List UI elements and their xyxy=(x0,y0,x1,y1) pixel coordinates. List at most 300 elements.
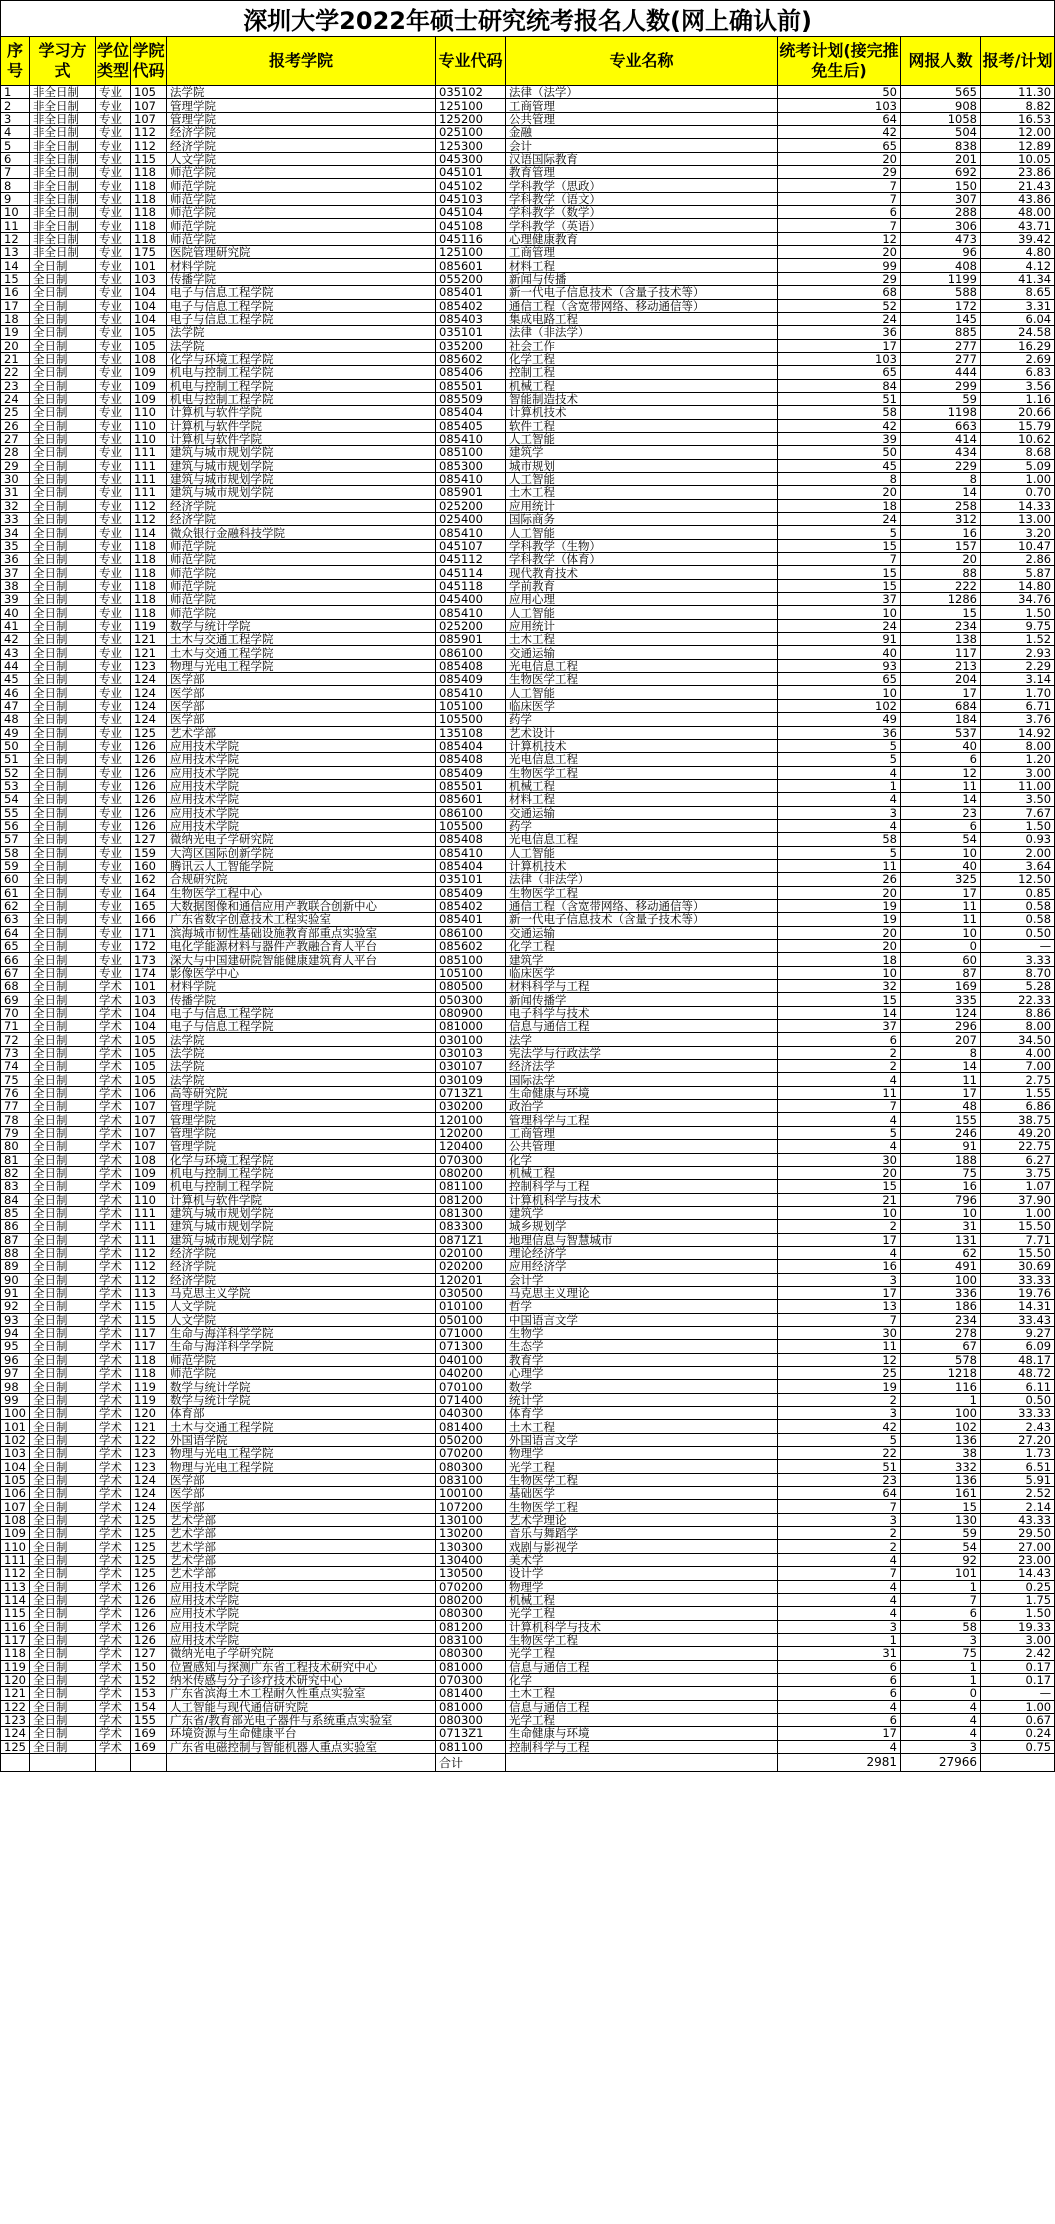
degree-type-cell: 专业 xyxy=(96,312,131,325)
applicants-cell: 6 xyxy=(901,753,981,766)
plan-cell: 91 xyxy=(778,633,901,646)
plan-cell: 4 xyxy=(778,1740,901,1753)
mode-cell: 全日制 xyxy=(30,1206,96,1219)
plan-cell: 42 xyxy=(778,419,901,432)
major-code-cell: 070100 xyxy=(436,1380,506,1393)
ratio-cell: 1.70 xyxy=(981,686,1055,699)
school-name-cell: 艺术学部 xyxy=(167,726,436,739)
applicants-cell: 7 xyxy=(901,1593,981,1606)
school-name-cell: 大数据图像和通信应用产教联合创新中心 xyxy=(167,899,436,912)
applicants-cell: 1058 xyxy=(901,112,981,125)
degree-type-cell: 学术 xyxy=(96,1447,131,1460)
degree-type-cell: 学术 xyxy=(96,1326,131,1339)
school-name-cell: 外国语学院 xyxy=(167,1433,436,1446)
plan-cell: 65 xyxy=(778,366,901,379)
plan-cell: 22 xyxy=(778,1447,901,1460)
major-name-cell: 化学工程 xyxy=(506,940,778,953)
school-name-cell: 管理学院 xyxy=(167,1113,436,1126)
table-row xyxy=(1,1567,1055,1580)
school-name-cell: 经济学院 xyxy=(167,139,436,152)
applicants-cell: 67 xyxy=(901,1340,981,1353)
plan-cell: 4 xyxy=(778,793,901,806)
major-code-cell: 055200 xyxy=(436,272,506,285)
school-name-cell: 法学院 xyxy=(167,86,436,99)
degree-type-cell: 学术 xyxy=(96,1273,131,1286)
major-name-cell: 临床医学 xyxy=(506,699,778,712)
plan-cell: 103 xyxy=(778,352,901,365)
plan-cell: 31 xyxy=(778,1647,901,1660)
seq-cell: 18 xyxy=(1,312,30,325)
school-name-cell: 建筑与城市规划学院 xyxy=(167,486,436,499)
table-row xyxy=(1,686,1055,699)
major-name-cell: 生物医学工程 xyxy=(506,1473,778,1486)
mode-cell: 全日制 xyxy=(30,406,96,419)
degree-type-cell: 专业 xyxy=(96,686,131,699)
major-code-cell: 081400 xyxy=(436,1687,506,1700)
major-name-cell: 教育管理 xyxy=(506,166,778,179)
degree-type-cell: 专业 xyxy=(96,299,131,312)
applicants-cell: 48 xyxy=(901,1100,981,1113)
school-name-cell: 计算机与软件学院 xyxy=(167,432,436,445)
table-row xyxy=(1,1393,1055,1406)
ratio-cell: 8.70 xyxy=(981,966,1055,979)
school-code-cell: 112 xyxy=(131,499,167,512)
school-name-cell: 材料学院 xyxy=(167,980,436,993)
school-code-cell: 124 xyxy=(131,1473,167,1486)
ratio-cell: 11.00 xyxy=(981,779,1055,792)
school-code-cell: 112 xyxy=(131,1273,167,1286)
major-name-cell: 社会工作 xyxy=(506,339,778,352)
major-code-cell: 070300 xyxy=(436,1153,506,1166)
seq-cell: 29 xyxy=(1,459,30,472)
seq-cell: 5 xyxy=(1,139,30,152)
plan-cell: 17 xyxy=(778,339,901,352)
school-code-cell: 126 xyxy=(131,739,167,752)
ratio-cell: 13.00 xyxy=(981,513,1055,526)
mode-cell: 全日制 xyxy=(30,659,96,672)
major-name-cell: 艺术设计 xyxy=(506,726,778,739)
ratio-cell: 15.50 xyxy=(981,1246,1055,1259)
ratio-cell: 6.71 xyxy=(981,699,1055,712)
plan-cell: 40 xyxy=(778,646,901,659)
table-row xyxy=(1,1220,1055,1233)
seq-cell: 3 xyxy=(1,112,30,125)
school-code-cell: 114 xyxy=(131,526,167,539)
table-row xyxy=(1,1206,1055,1219)
ratio-cell: 3.31 xyxy=(981,299,1055,312)
table-row xyxy=(1,980,1055,993)
mode-cell: 全日制 xyxy=(30,1607,96,1620)
ratio-cell: 0.50 xyxy=(981,1393,1055,1406)
applicants-cell: 908 xyxy=(901,99,981,112)
applicants-cell: 145 xyxy=(901,312,981,325)
ratio-cell: 14.92 xyxy=(981,726,1055,739)
applicants-cell: 38 xyxy=(901,1447,981,1460)
seq-cell: 42 xyxy=(1,633,30,646)
school-code-cell: 104 xyxy=(131,286,167,299)
major-code-cell: 071300 xyxy=(436,1340,506,1353)
table-row xyxy=(1,1420,1055,1433)
degree-type-cell: 专业 xyxy=(96,553,131,566)
major-name-cell: 哲学 xyxy=(506,1300,778,1313)
degree-type-cell: 专业 xyxy=(96,633,131,646)
mode-cell: 全日制 xyxy=(30,980,96,993)
plan-cell: 7 xyxy=(778,1500,901,1513)
table-row xyxy=(1,913,1055,926)
ratio-cell: 19.33 xyxy=(981,1620,1055,1633)
ratio-cell: 5.91 xyxy=(981,1473,1055,1486)
major-name-cell: 汉语国际教育 xyxy=(506,152,778,165)
seq-cell: 34 xyxy=(1,526,30,539)
ratio-cell: 0.50 xyxy=(981,926,1055,939)
school-name-cell: 医院管理研究院 xyxy=(167,246,436,259)
school-name-cell: 建筑与城市规划学院 xyxy=(167,1206,436,1219)
seq-cell: 20 xyxy=(1,339,30,352)
major-name-cell: 新闻传播学 xyxy=(506,993,778,1006)
degree-type-cell: 学术 xyxy=(96,1513,131,1526)
seq-cell: 72 xyxy=(1,1033,30,1046)
applicants-cell: 136 xyxy=(901,1433,981,1446)
mode-cell: 全日制 xyxy=(30,646,96,659)
applicants-cell: 1199 xyxy=(901,272,981,285)
school-name-cell: 腾讯云人工智能学院 xyxy=(167,859,436,872)
degree-type-cell: 专业 xyxy=(96,659,131,672)
ratio-cell: 9.27 xyxy=(981,1326,1055,1339)
school-name-cell: 广东省电磁控制与智能机器人重点实验室 xyxy=(167,1740,436,1753)
major-name-cell: 法律（法学） xyxy=(506,86,778,99)
table-row xyxy=(1,1407,1055,1420)
plan-cell: 12 xyxy=(778,1353,901,1366)
table-row xyxy=(1,1300,1055,1313)
plan-cell: 7 xyxy=(778,1100,901,1113)
school-code-cell: 124 xyxy=(131,673,167,686)
school-code-cell: 101 xyxy=(131,259,167,272)
seq-cell: 43 xyxy=(1,646,30,659)
school-code-cell: 111 xyxy=(131,1206,167,1219)
plan-cell: 3 xyxy=(778,1273,901,1286)
plan-cell: 15 xyxy=(778,579,901,592)
applicants-cell: 11 xyxy=(901,913,981,926)
school-name-cell: 环境资源与生命健康平台 xyxy=(167,1727,436,1740)
major-code-cell: 105500 xyxy=(436,713,506,726)
degree-type-cell: 学术 xyxy=(96,1367,131,1380)
applicants-cell: 10 xyxy=(901,926,981,939)
plan-cell: 10 xyxy=(778,606,901,619)
school-code-cell: 109 xyxy=(131,1166,167,1179)
mode-cell: 全日制 xyxy=(30,1367,96,1380)
degree-type-cell: 学术 xyxy=(96,1193,131,1206)
major-name-cell: 生物医学工程 xyxy=(506,1633,778,1646)
mode-cell: 全日制 xyxy=(30,1113,96,1126)
school-name-cell: 师范学院 xyxy=(167,539,436,552)
table-row xyxy=(1,432,1055,445)
plan-cell: 42 xyxy=(778,1420,901,1433)
seq-cell: 103 xyxy=(1,1447,30,1460)
seq-cell: 44 xyxy=(1,659,30,672)
school-name-cell: 应用技术学院 xyxy=(167,806,436,819)
ratio-cell: 43.71 xyxy=(981,219,1055,232)
seq-cell: 58 xyxy=(1,846,30,859)
school-code-cell: 110 xyxy=(131,432,167,445)
school-name-cell: 材料学院 xyxy=(167,259,436,272)
school-code-cell: 112 xyxy=(131,126,167,139)
header-row xyxy=(1,37,1055,86)
applicants-cell: 138 xyxy=(901,633,981,646)
table-row xyxy=(1,1593,1055,1606)
school-code-cell: 124 xyxy=(131,1487,167,1500)
major-code-cell: 0871Z1 xyxy=(436,1233,506,1246)
mode-cell: 全日制 xyxy=(30,1540,96,1553)
mode-cell: 全日制 xyxy=(30,966,96,979)
degree-type-cell: 专业 xyxy=(96,366,131,379)
table-row xyxy=(1,1580,1055,1593)
school-name-cell: 位置感知与探测广东省工程技术研究中心 xyxy=(167,1660,436,1673)
school-code-cell: 120 xyxy=(131,1407,167,1420)
plan-cell: 20 xyxy=(778,940,901,953)
school-name-cell: 机电与控制工程学院 xyxy=(167,392,436,405)
table-row xyxy=(1,1607,1055,1620)
table-row xyxy=(1,873,1055,886)
ratio-cell: 0.58 xyxy=(981,913,1055,926)
mode-cell: 非全日制 xyxy=(30,99,96,112)
total-cell-empty xyxy=(96,1753,131,1771)
total-plan: 2981 xyxy=(778,1753,901,1771)
seq-cell: 84 xyxy=(1,1193,30,1206)
major-name-cell: 法学 xyxy=(506,1033,778,1046)
applicants-cell: 229 xyxy=(901,459,981,472)
major-name-cell: 外国语言文学 xyxy=(506,1433,778,1446)
ratio-cell: 1.50 xyxy=(981,1607,1055,1620)
school-name-cell: 法学院 xyxy=(167,1073,436,1086)
plan-cell: 7 xyxy=(778,1313,901,1326)
total-cell-empty xyxy=(30,1753,96,1771)
mode-cell: 非全日制 xyxy=(30,152,96,165)
major-code-cell: 100100 xyxy=(436,1487,506,1500)
plan-cell: 18 xyxy=(778,953,901,966)
mode-cell: 全日制 xyxy=(30,633,96,646)
applicants-cell: 59 xyxy=(901,1527,981,1540)
plan-cell: 16 xyxy=(778,1260,901,1273)
school-code-cell: 118 xyxy=(131,593,167,606)
major-code-cell: 085501 xyxy=(436,779,506,792)
plan-cell: 2 xyxy=(778,1060,901,1073)
mode-cell: 全日制 xyxy=(30,1700,96,1713)
school-code-cell: 118 xyxy=(131,166,167,179)
degree-type-cell: 专业 xyxy=(96,392,131,405)
ratio-cell: 0.75 xyxy=(981,1740,1055,1753)
mode-cell: 全日制 xyxy=(30,1340,96,1353)
table-row xyxy=(1,459,1055,472)
table-row xyxy=(1,1633,1055,1646)
major-code-cell: 085601 xyxy=(436,793,506,806)
mode-cell: 全日制 xyxy=(30,1073,96,1086)
school-name-cell: 应用技术学院 xyxy=(167,779,436,792)
school-code-cell: 124 xyxy=(131,1500,167,1513)
major-code-cell: 130400 xyxy=(436,1553,506,1566)
school-code-cell: 105 xyxy=(131,1060,167,1073)
mode-cell: 非全日制 xyxy=(30,86,96,99)
major-code-cell: 040100 xyxy=(436,1353,506,1366)
major-code-cell: 025200 xyxy=(436,619,506,632)
applicants-cell: 1218 xyxy=(901,1367,981,1380)
school-name-cell: 物理与光电工程学院 xyxy=(167,1460,436,1473)
table-row xyxy=(1,139,1055,152)
ratio-cell: 0.17 xyxy=(981,1660,1055,1673)
degree-type-cell: 学术 xyxy=(96,1620,131,1633)
applicants-cell: 14 xyxy=(901,1060,981,1073)
major-code-cell: 025100 xyxy=(436,126,506,139)
mode-cell: 全日制 xyxy=(30,1180,96,1193)
applicants-cell: 1 xyxy=(901,1580,981,1593)
school-code-cell: 155 xyxy=(131,1713,167,1726)
major-name-cell: 国际商务 xyxy=(506,513,778,526)
seq-cell: 64 xyxy=(1,926,30,939)
school-name-cell: 艺术学部 xyxy=(167,1553,436,1566)
applicants-cell: 10 xyxy=(901,1206,981,1219)
applicants-cell: 234 xyxy=(901,619,981,632)
major-name-cell: 光学工程 xyxy=(506,1460,778,1473)
ratio-cell: 16.53 xyxy=(981,112,1055,125)
seq-cell: 68 xyxy=(1,980,30,993)
degree-type-cell: 专业 xyxy=(96,339,131,352)
major-name-cell: 软件工程 xyxy=(506,419,778,432)
applicants-cell: 20 xyxy=(901,553,981,566)
major-code-cell: 080200 xyxy=(436,1166,506,1179)
table-row xyxy=(1,593,1055,606)
ratio-cell: 8.00 xyxy=(981,1020,1055,1033)
ratio-cell: 6.04 xyxy=(981,312,1055,325)
table-row xyxy=(1,553,1055,566)
plan-cell: 17 xyxy=(778,1727,901,1740)
applicants-cell: 234 xyxy=(901,1313,981,1326)
school-code-cell: 111 xyxy=(131,1233,167,1246)
school-code-cell: 118 xyxy=(131,1367,167,1380)
degree-type-cell: 专业 xyxy=(96,673,131,686)
degree-type-cell: 专业 xyxy=(96,539,131,552)
seq-cell: 53 xyxy=(1,779,30,792)
school-name-cell: 机电与控制工程学院 xyxy=(167,366,436,379)
plan-cell: 7 xyxy=(778,219,901,232)
ratio-cell: 48.17 xyxy=(981,1353,1055,1366)
table-row xyxy=(1,859,1055,872)
major-code-cell: 085404 xyxy=(436,859,506,872)
mode-cell: 非全日制 xyxy=(30,206,96,219)
plan-cell: 10 xyxy=(778,1206,901,1219)
major-code-cell: 085300 xyxy=(436,459,506,472)
ratio-cell: 15.79 xyxy=(981,419,1055,432)
ratio-cell: 6.51 xyxy=(981,1460,1055,1473)
seq-cell: 49 xyxy=(1,726,30,739)
ratio-cell: 1.52 xyxy=(981,633,1055,646)
school-code-cell: 126 xyxy=(131,1593,167,1606)
table-row xyxy=(1,1660,1055,1673)
table-row xyxy=(1,1473,1055,1486)
ratio-cell: 3.33 xyxy=(981,953,1055,966)
degree-type-cell: 专业 xyxy=(96,859,131,872)
table-row xyxy=(1,1006,1055,1019)
seq-cell: 30 xyxy=(1,472,30,485)
school-code-cell: 111 xyxy=(131,472,167,485)
table-row xyxy=(1,1286,1055,1299)
major-name-cell: 控制工程 xyxy=(506,366,778,379)
plan-cell: 17 xyxy=(778,1233,901,1246)
seq-cell: 17 xyxy=(1,299,30,312)
seq-cell: 73 xyxy=(1,1046,30,1059)
degree-type-cell: 专业 xyxy=(96,379,131,392)
degree-type-cell: 专业 xyxy=(96,272,131,285)
school-name-cell: 经济学院 xyxy=(167,1246,436,1259)
seq-cell: 60 xyxy=(1,873,30,886)
degree-type-cell: 专业 xyxy=(96,739,131,752)
mode-cell: 全日制 xyxy=(30,940,96,953)
table-row xyxy=(1,1460,1055,1473)
major-name-cell: 心理健康教育 xyxy=(506,232,778,245)
seq-cell: 10 xyxy=(1,206,30,219)
plan-cell: 11 xyxy=(778,1340,901,1353)
seq-cell: 76 xyxy=(1,1086,30,1099)
plan-cell: 58 xyxy=(778,406,901,419)
ratio-cell: 6.09 xyxy=(981,1340,1055,1353)
plan-cell: 11 xyxy=(778,1086,901,1099)
ratio-cell: 41.34 xyxy=(981,272,1055,285)
mode-cell: 全日制 xyxy=(30,1447,96,1460)
seq-cell: 46 xyxy=(1,686,30,699)
plan-cell: 37 xyxy=(778,593,901,606)
school-code-cell: 118 xyxy=(131,206,167,219)
major-code-cell: 085601 xyxy=(436,259,506,272)
applicants-cell: 6 xyxy=(901,819,981,832)
seq-cell: 118 xyxy=(1,1647,30,1660)
school-name-cell: 机电与控制工程学院 xyxy=(167,379,436,392)
applicants-cell: 8 xyxy=(901,1046,981,1059)
degree-type-cell: 专业 xyxy=(96,472,131,485)
applicants-cell: 0 xyxy=(901,1687,981,1700)
seq-cell: 102 xyxy=(1,1433,30,1446)
major-code-cell: 030200 xyxy=(436,1100,506,1113)
degree-type-cell: 专业 xyxy=(96,713,131,726)
degree-type-cell: 学术 xyxy=(96,1313,131,1326)
applicants-cell: 124 xyxy=(901,1006,981,1019)
ratio-cell: 6.27 xyxy=(981,1153,1055,1166)
school-name-cell: 医学部 xyxy=(167,686,436,699)
major-code-cell: 085410 xyxy=(436,526,506,539)
ratio-cell: — xyxy=(981,1687,1055,1700)
degree-type-cell: 专业 xyxy=(96,526,131,539)
table-row xyxy=(1,793,1055,806)
major-code-cell: 040200 xyxy=(436,1367,506,1380)
plan-cell: 7 xyxy=(778,192,901,205)
degree-type-cell: 学术 xyxy=(96,1660,131,1673)
degree-type-cell: 学术 xyxy=(96,1500,131,1513)
school-name-cell: 应用技术学院 xyxy=(167,1633,436,1646)
school-code-cell: 152 xyxy=(131,1673,167,1686)
table-row xyxy=(1,953,1055,966)
school-name-cell: 应用技术学院 xyxy=(167,1607,436,1620)
school-code-cell: 109 xyxy=(131,379,167,392)
school-name-cell: 师范学院 xyxy=(167,192,436,205)
major-code-cell: 050200 xyxy=(436,1433,506,1446)
plan-cell: 5 xyxy=(778,739,901,752)
school-name-cell: 应用技术学院 xyxy=(167,739,436,752)
major-code-cell: 085410 xyxy=(436,606,506,619)
degree-type-cell: 专业 xyxy=(96,206,131,219)
school-name-cell: 建筑与城市规划学院 xyxy=(167,472,436,485)
plan-cell: 102 xyxy=(778,699,901,712)
table-row xyxy=(1,739,1055,752)
plan-cell: 4 xyxy=(778,1140,901,1153)
applicants-cell: 8 xyxy=(901,472,981,485)
degree-type-cell: 学术 xyxy=(96,1540,131,1553)
